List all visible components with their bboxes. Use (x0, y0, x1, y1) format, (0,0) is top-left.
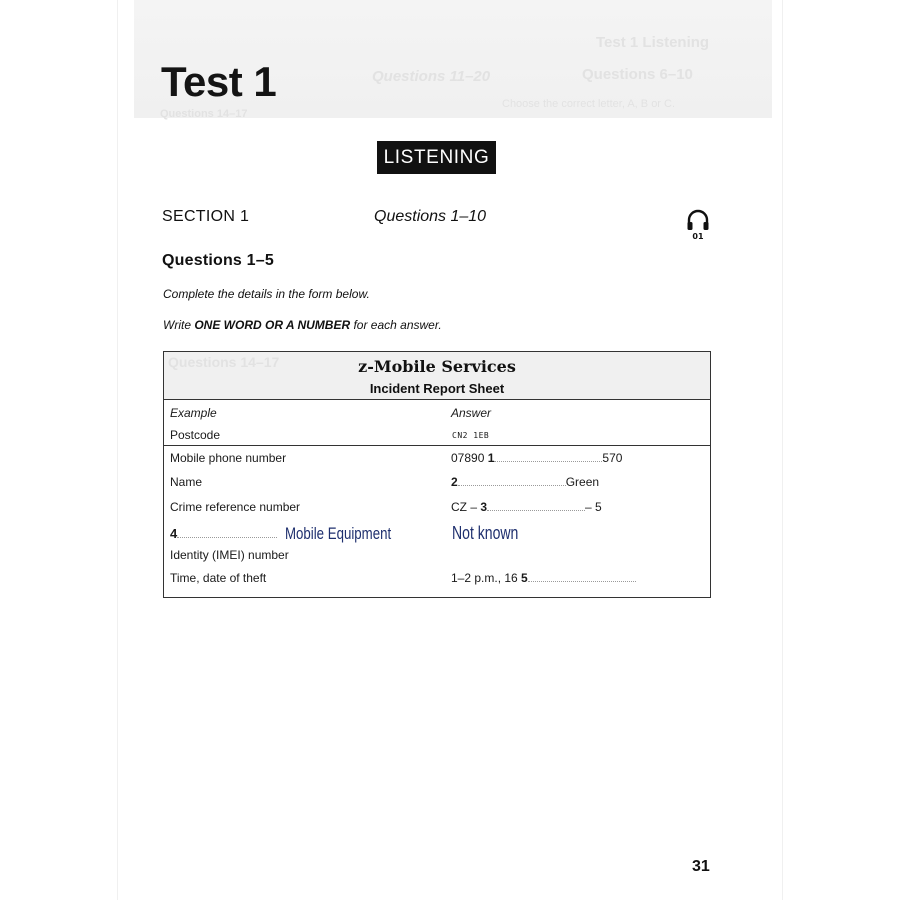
example-label: Example (170, 406, 217, 420)
question-number: 3 (480, 500, 488, 514)
instruction-text (163, 318, 442, 332)
ghost-text: Questions 6–10 (582, 66, 693, 83)
section-label: SECTION 1 (162, 208, 250, 225)
answer-blank[interactable] (177, 528, 277, 538)
ghost-text: Choose the correct letter, A, B or C. (502, 98, 676, 110)
form-row-label: Crime reference number (170, 500, 301, 514)
form-row-label: Identity (IMEI) number (170, 548, 289, 562)
instruction-prefix: Write (163, 318, 195, 332)
example-answer: CN2 1EB (452, 431, 490, 440)
questions-range: Questions 1–10 (374, 208, 487, 225)
form-row-answer (451, 500, 602, 514)
answer-suffix: 570 (602, 451, 623, 465)
instruction-text: Complete the details in the form below. (163, 287, 370, 301)
question-number: 4 (170, 526, 178, 541)
handwritten-answer: Mobile Equipment (285, 524, 392, 543)
incident-report-form (163, 351, 711, 598)
answer-label: Answer (451, 406, 492, 420)
form-row-label: Mobile phone number (170, 451, 287, 465)
ghost-text: Test 1 Listening (596, 34, 710, 51)
form-row-label: Name (170, 475, 203, 489)
handwritten-answer: Not known (452, 523, 519, 543)
track-number: 01 (692, 232, 704, 241)
section-banner: LISTENING (377, 141, 496, 174)
answer-prefix: CZ – (451, 500, 481, 514)
ghost-text: Questions 11–20 (372, 68, 491, 85)
form-row-answer (451, 451, 622, 465)
headphones-icon (685, 208, 711, 244)
instruction-suffix: for each answer. (350, 318, 442, 332)
ghost-text: Questions 14–17 (168, 354, 280, 370)
page-number: 31 (692, 858, 710, 875)
answer-suffix: – 5 (585, 500, 602, 514)
form-row-label (170, 526, 277, 541)
answer-prefix: 07890 (451, 451, 488, 465)
example-field: Postcode (170, 428, 221, 442)
question-number: 1 (487, 451, 495, 465)
form-header (164, 352, 710, 400)
row-divider (164, 445, 710, 446)
answer-blank[interactable] (487, 501, 585, 511)
headphones-icon-graphic (685, 208, 711, 232)
form-row-label: Time, date of theft (170, 571, 267, 585)
sheet-title: Incident Report Sheet (369, 381, 505, 396)
question-number: 2 (451, 475, 458, 489)
ghost-text: Questions 14–17 (160, 108, 248, 120)
answer-suffix: Green (565, 475, 600, 489)
question-number: 5 (521, 571, 528, 585)
instruction-emphasis: ONE WORD OR A NUMBER (194, 318, 351, 332)
form-row-answer (451, 475, 599, 489)
answer-blank[interactable] (458, 476, 566, 486)
questions-subheading: Questions 1–5 (162, 252, 274, 269)
form-row-answer (451, 571, 636, 585)
answer-blank[interactable] (494, 452, 602, 462)
company-name: z-Mobile Services (358, 357, 516, 376)
answer-blank[interactable] (528, 572, 636, 582)
page-title: Test 1 (161, 58, 277, 105)
answer-prefix: 1–2 p.m., 16 (451, 571, 522, 585)
